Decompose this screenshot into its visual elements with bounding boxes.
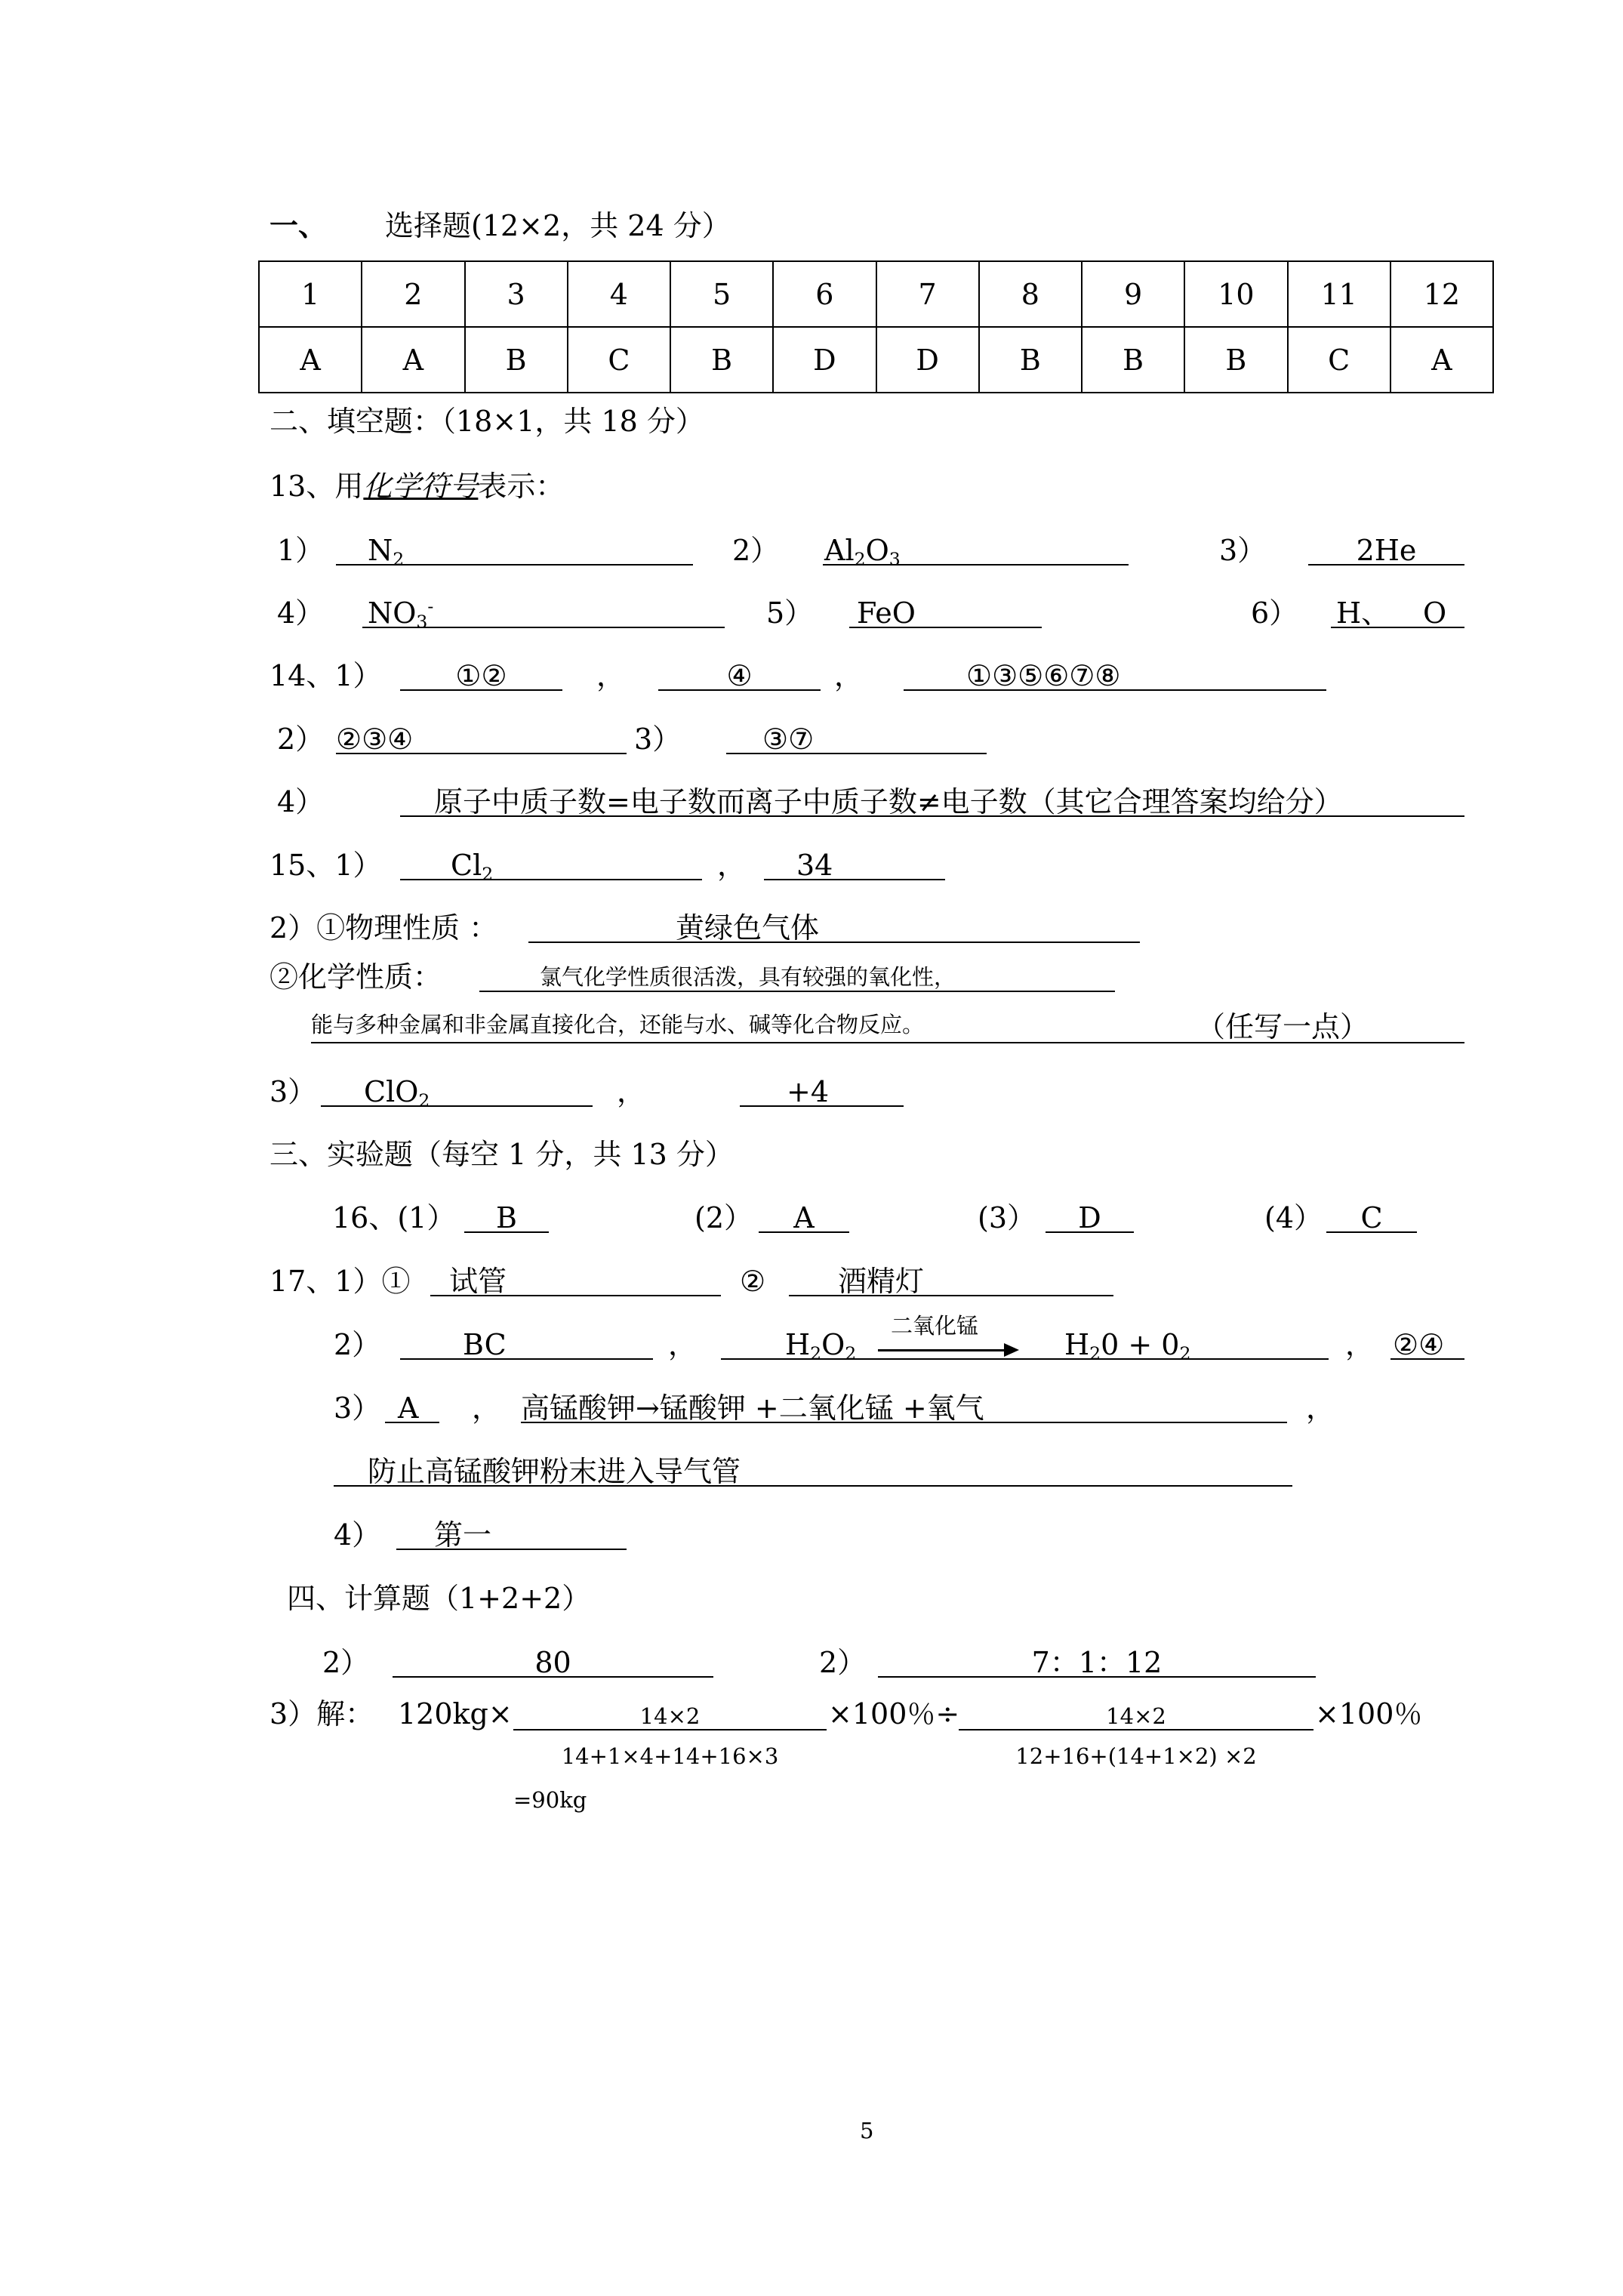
answer-underline bbox=[878, 1676, 1316, 1678]
q15-physical-answer: 黄绿色气体 bbox=[676, 911, 820, 945]
answer-underline bbox=[658, 689, 821, 691]
table-cell-answer: C bbox=[568, 327, 670, 393]
q14-answer-4: ②③④ bbox=[336, 723, 414, 756]
q15-chemical-note: （任写一点） bbox=[1196, 1010, 1369, 1043]
q13-label-2: 2） bbox=[732, 534, 780, 567]
q13-stem-prefix: 13、用 bbox=[269, 470, 364, 503]
q17-label-3: 3） bbox=[334, 1391, 381, 1425]
q16-label-4: (4） bbox=[1264, 1201, 1323, 1234]
q16-label-3: (3） bbox=[978, 1201, 1036, 1234]
answer-underline bbox=[740, 1105, 904, 1107]
q14-label-4: 4） bbox=[277, 785, 325, 818]
q13-answer-4-base: NO bbox=[368, 596, 417, 630]
table-cell-number: 10 bbox=[1184, 261, 1287, 327]
q13-label-4: 4） bbox=[277, 596, 325, 630]
calc-middle: ×100％÷ bbox=[828, 1697, 960, 1730]
q13-stem-suffix: 表示： bbox=[478, 470, 565, 503]
calc-result: =90kg bbox=[513, 1787, 587, 1813]
answer-underline bbox=[385, 1422, 439, 1423]
q15-label-3: 3） bbox=[269, 1075, 317, 1108]
q17-equation-catalyst: 二氧化锰 bbox=[891, 1313, 979, 1339]
q17-label-2: 2） bbox=[334, 1328, 381, 1361]
q17-label-4: 4） bbox=[334, 1518, 381, 1552]
q17-answer-3: BC bbox=[463, 1328, 507, 1361]
q13-answer-4-sub: 3 bbox=[416, 611, 428, 633]
q14-answer-3: ①③⑤⑥⑦⑧ bbox=[966, 659, 1121, 692]
answer-underline bbox=[823, 564, 1129, 566]
q15-physical-label: 2）①物理性质 ： bbox=[269, 911, 498, 945]
q18-answer-2: 7：1：12 bbox=[1031, 1646, 1163, 1679]
q17-separator-4: ， bbox=[1306, 1391, 1335, 1425]
calc-end: ×100％ bbox=[1315, 1697, 1423, 1730]
answer-underline bbox=[726, 753, 987, 754]
q17-answer-5: A bbox=[398, 1391, 419, 1425]
answer-underline bbox=[1308, 564, 1464, 566]
table-cell-number: 9 bbox=[1082, 261, 1184, 327]
table-cell-number: 2 bbox=[362, 261, 464, 327]
answer-underline bbox=[521, 1422, 1287, 1423]
product-h: H bbox=[1064, 1328, 1090, 1361]
section4-title: 四、计算题（1+2+2） bbox=[287, 1582, 591, 1615]
q13-stem bbox=[269, 472, 564, 501]
answer-underline bbox=[764, 879, 945, 880]
answer-underline bbox=[430, 1295, 721, 1296]
table-cell-answer: B bbox=[1082, 327, 1184, 393]
section3-title: 三、实验题（每空 1 分，共 13 分） bbox=[269, 1138, 734, 1171]
q14-answer-5: ③⑦ bbox=[762, 723, 815, 756]
q18-label-1: 2） bbox=[322, 1646, 370, 1679]
answer-underline bbox=[849, 627, 1042, 628]
q14-separator-2: ， bbox=[834, 659, 864, 692]
q15-label: 15、1） bbox=[269, 849, 382, 882]
page-number: 5 bbox=[860, 2118, 874, 2143]
answer-underline bbox=[904, 689, 1326, 691]
q13-answer-2-part2: O bbox=[865, 534, 889, 567]
q13-answer-1-sub: 2 bbox=[393, 548, 405, 570]
q18-label-2: 2） bbox=[819, 1646, 867, 1679]
q14-label-2: 2） bbox=[277, 723, 325, 756]
q13-stem-emphasis: 化学符号 bbox=[363, 470, 479, 503]
table-cell-answer: C bbox=[1288, 327, 1390, 393]
q17-separator-3: ， bbox=[472, 1391, 501, 1425]
answer-underline bbox=[311, 1042, 1464, 1043]
table-cell-number: 7 bbox=[876, 261, 979, 327]
q13-label-1: 1） bbox=[277, 534, 325, 567]
answer-underline bbox=[1326, 1231, 1417, 1233]
q15-answer-3 bbox=[364, 1075, 430, 1111]
q15-chemical-label: ②化学性质： bbox=[269, 960, 442, 994]
q16-answer-4: C bbox=[1360, 1201, 1383, 1234]
q13-answer-2-sub2: 3 bbox=[888, 548, 901, 570]
q13-label-6: 6） bbox=[1251, 596, 1298, 630]
table-cell-number: 3 bbox=[465, 261, 568, 327]
q16-answer-1: B bbox=[496, 1201, 517, 1234]
q17-answer-6: 高锰酸钾→锰酸钾 +二氧化锰 +氧气 bbox=[521, 1391, 984, 1425]
table-cell-answer: B bbox=[465, 327, 568, 393]
answer-underline bbox=[464, 1231, 549, 1233]
table-cell-answer: D bbox=[876, 327, 979, 393]
answer-underline bbox=[400, 879, 702, 880]
fraction-1-denominator: 14+1×4+14+16×3 bbox=[561, 1743, 779, 1769]
q13-answer-6-h: H、 bbox=[1336, 596, 1390, 630]
section2-title: 二、填空题：（18×1，共 18 分） bbox=[269, 405, 704, 438]
answer-underline bbox=[321, 1105, 593, 1107]
table-cell-number: 1 bbox=[259, 261, 362, 327]
q14-answer-2: ④ bbox=[726, 659, 753, 692]
reactant-h: H bbox=[785, 1328, 811, 1361]
q17-label-b: ② bbox=[740, 1265, 766, 1298]
q13-label-5: 5） bbox=[766, 596, 814, 630]
table-cell-number: 6 bbox=[773, 261, 876, 327]
table-cell-number: 11 bbox=[1288, 261, 1390, 327]
section1-label: 一、 bbox=[269, 208, 328, 242]
q15-answer-1 bbox=[451, 849, 494, 885]
q15-answer-3-sub: 2 bbox=[418, 1089, 430, 1111]
q15-answer-3-base: ClO bbox=[364, 1075, 419, 1108]
reaction-arrow-line bbox=[878, 1349, 1008, 1351]
q15-answer-4: +4 bbox=[787, 1075, 830, 1108]
answer-underline bbox=[479, 991, 1115, 992]
answer-underline bbox=[1046, 1231, 1134, 1233]
table-cell-number: 12 bbox=[1390, 261, 1493, 327]
answer-underline bbox=[400, 815, 1464, 817]
q13-answer-2 bbox=[824, 534, 901, 570]
q17-answer-7: 防止高锰酸钾粉末进入导气管 bbox=[368, 1455, 741, 1488]
q17-separator: ， bbox=[668, 1328, 698, 1361]
q17-separator-2: ， bbox=[1345, 1328, 1375, 1361]
section1-title: 选择题(12×2，共 24 分） bbox=[385, 209, 731, 242]
table-cell-answer: D bbox=[773, 327, 876, 393]
q17-answer-8: 第一 bbox=[434, 1518, 492, 1552]
q16-answer-3: D bbox=[1078, 1201, 1101, 1234]
q14-separator-1: ， bbox=[596, 659, 626, 692]
table-cell-number: 4 bbox=[568, 261, 670, 327]
answer-underline bbox=[528, 942, 1140, 943]
q18-answer-1: 80 bbox=[534, 1646, 571, 1679]
answer-table bbox=[258, 260, 1494, 393]
fraction-1-numerator: 14×2 bbox=[639, 1703, 701, 1729]
answer-table-answer-row bbox=[259, 327, 1493, 393]
fraction-2-bar bbox=[959, 1729, 1313, 1730]
answer-underline bbox=[400, 689, 562, 691]
answer-underline bbox=[759, 1231, 849, 1233]
q18-label-3: 3）解： bbox=[269, 1697, 374, 1730]
q15-answer-1-sub: 2 bbox=[482, 863, 494, 885]
q13-answer-4-sup: - bbox=[427, 595, 434, 617]
q13-answer-5: FeO bbox=[857, 596, 916, 630]
q16-answer-2: A bbox=[793, 1201, 815, 1234]
q14-answer-1: ①② bbox=[455, 659, 507, 692]
answer-underline bbox=[393, 1676, 713, 1678]
table-cell-answer: A bbox=[1390, 327, 1493, 393]
q15-chemical-answer-line1: 氯气化学性质很活泼，具有较强的氧化性， bbox=[540, 964, 956, 990]
reactant-o-sub: 2 bbox=[845, 1342, 857, 1364]
q14-answer-6: 原子中质子数=电子数而离子中质子数≠电子数（其它合理答案均给分） bbox=[434, 785, 1343, 818]
table-cell-answer: B bbox=[670, 327, 773, 393]
answer-underline bbox=[336, 753, 627, 754]
q17-equation-reactant bbox=[785, 1328, 857, 1364]
q17-equation-product bbox=[1064, 1328, 1191, 1364]
table-cell-answer: A bbox=[259, 327, 362, 393]
q17-label: 17、1）① bbox=[269, 1265, 411, 1298]
q13-answer-2-part1: Al bbox=[824, 534, 855, 567]
q16-label-2: (2） bbox=[694, 1201, 753, 1234]
calc-prefix: 120kg× bbox=[398, 1697, 513, 1730]
q17-answer-1: 试管 bbox=[449, 1265, 507, 1298]
answer-table-number-row bbox=[259, 261, 1493, 327]
q17-answer-2: 酒精灯 bbox=[838, 1265, 925, 1298]
q13-answer-2-sub1: 2 bbox=[854, 548, 866, 570]
q13-answer-1 bbox=[368, 534, 405, 570]
q15-answer-1-base: Cl bbox=[451, 849, 482, 882]
fraction-2-numerator: 14×2 bbox=[1106, 1703, 1166, 1729]
table-cell-answer: A bbox=[362, 327, 464, 393]
answer-underline bbox=[1390, 1358, 1464, 1360]
q15-separator: ， bbox=[717, 849, 747, 882]
q13-answer-6-o: O bbox=[1423, 596, 1447, 630]
q13-label-3: 3） bbox=[1219, 534, 1267, 567]
table-cell-answer: B bbox=[1184, 327, 1287, 393]
reaction-arrow-icon bbox=[1004, 1343, 1019, 1357]
answer-underline bbox=[400, 1358, 653, 1360]
q15-chemical-answer-line2: 能与多种金属和非金属直接化合，还能与水、碱等化合物反应。 bbox=[311, 1012, 925, 1037]
answer-underline bbox=[789, 1295, 1113, 1296]
product-o-sub: 2 bbox=[1179, 1342, 1191, 1364]
q13-answer-1-base: N bbox=[368, 534, 393, 567]
product-rest: 0 + 0 bbox=[1101, 1328, 1180, 1361]
q17-answer-4: ②④ bbox=[1393, 1328, 1445, 1361]
product-h-sub: 2 bbox=[1089, 1342, 1101, 1364]
answer-underline bbox=[1331, 627, 1464, 628]
answer-underline bbox=[336, 564, 693, 566]
table-cell-number: 8 bbox=[979, 261, 1082, 327]
q16-label-1: 16、(1） bbox=[332, 1201, 456, 1234]
q15-answer-2: 34 bbox=[796, 849, 833, 882]
q15-separator-3: ， bbox=[617, 1075, 646, 1108]
answer-underline bbox=[334, 1485, 1292, 1487]
q14-label-3: 3） bbox=[634, 723, 682, 756]
q14-label: 14、1） bbox=[269, 659, 382, 692]
table-cell-answer: B bbox=[979, 327, 1082, 393]
q13-answer-4 bbox=[368, 595, 434, 633]
fraction-1-bar bbox=[513, 1729, 827, 1730]
answer-underline bbox=[362, 627, 725, 628]
q13-answer-3: 2He bbox=[1356, 534, 1417, 567]
reactant-h-sub: 2 bbox=[810, 1342, 822, 1364]
table-cell-number: 5 bbox=[670, 261, 773, 327]
fraction-2-denominator: 12+16+(14+1×2) ×2 bbox=[1015, 1743, 1257, 1769]
answer-underline bbox=[396, 1549, 627, 1550]
reactant-o: O bbox=[821, 1328, 845, 1361]
answer-underline bbox=[721, 1358, 1329, 1360]
